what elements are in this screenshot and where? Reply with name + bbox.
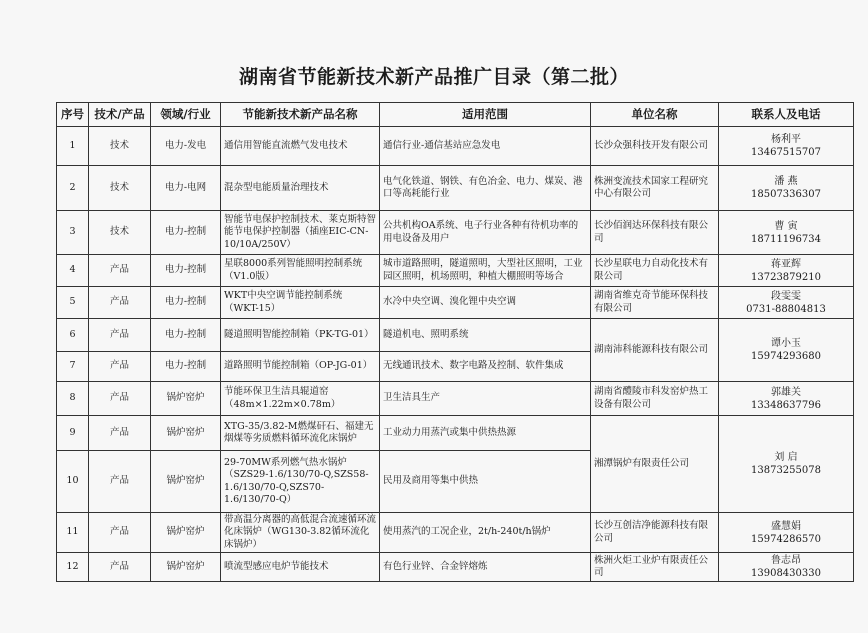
contact-name: 蒋亚辉 xyxy=(771,258,801,270)
contact-name: 盛慧娟 xyxy=(771,520,801,532)
contact-name: 杨利平 xyxy=(771,134,801,145)
table-row xyxy=(57,255,854,287)
cell-seq: 7 xyxy=(57,352,89,382)
cell-field: 电力-控制 xyxy=(151,287,221,319)
cell-scope: 工业动力用蒸汽或集中供热热源 xyxy=(380,416,591,451)
table-row xyxy=(57,211,854,255)
contact-name: 段雯雯 xyxy=(771,290,801,302)
cell-field: 电力-控制 xyxy=(151,352,221,382)
header-contact: 联系人及电话 xyxy=(719,103,854,127)
contact-name: 刘 启 xyxy=(774,452,798,463)
cell-name: 29-70MW系列燃气热水锅炉（SZS29-1.6/130/70-Q,SZS58-1.6/130/70-Q,SZS70-1.6/130/70-Q） xyxy=(221,451,380,513)
cell-contact xyxy=(719,416,854,513)
table-row xyxy=(57,127,854,166)
cell-name: 星联8000系列智能照明控制系统（V1.0版） xyxy=(221,255,380,287)
cell-type: 产品 xyxy=(89,319,151,352)
cell-company: 株洲变流技术国家工程研究中心有限公司 xyxy=(591,166,719,211)
contact-name: 郭雄关 xyxy=(771,386,801,398)
contact-phone: 18507336307 xyxy=(751,189,821,200)
cell-contact xyxy=(719,127,854,166)
cell-scope: 使用蒸汽的工况企业，2t/h-240t/h锅炉 xyxy=(380,513,591,553)
cell-company: 株洲火炬工业炉有限责任公司 xyxy=(591,553,719,582)
cell-contact xyxy=(719,319,854,382)
contact-name: 谭小玉 xyxy=(771,338,801,349)
cell-seq: 1 xyxy=(57,127,89,166)
table-row xyxy=(57,553,854,582)
cell-type: 产品 xyxy=(89,513,151,553)
cell-name: 混杂型电能质量治理技术 xyxy=(221,166,380,211)
cell-field: 电力-发电 xyxy=(151,127,221,166)
cell-seq: 10 xyxy=(57,451,89,513)
cell-seq: 5 xyxy=(57,287,89,319)
cell-scope: 无线通讯技术、数字电路及控制、软件集成 xyxy=(380,352,591,382)
cell-type: 产品 xyxy=(89,255,151,287)
cell-company: 湖南省醴陵市科发窑炉热工设备有限公司 xyxy=(591,382,719,416)
header-name: 节能新技术新产品名称 xyxy=(221,103,380,127)
cell-type: 产品 xyxy=(89,416,151,451)
catalog-table xyxy=(56,102,854,582)
cell-field: 锅炉窑炉 xyxy=(151,416,221,451)
cell-name: 通信用智能直流燃气发电技术 xyxy=(221,127,380,166)
header-company: 单位名称 xyxy=(591,103,719,127)
cell-contact xyxy=(719,287,854,319)
contact-phone: 13348637796 xyxy=(751,399,821,411)
cell-field: 锅炉窑炉 xyxy=(151,513,221,553)
header-field: 领域/行业 xyxy=(151,103,221,127)
cell-company: 湖南省维克奇节能环保科技有限公司 xyxy=(591,287,719,319)
cell-field: 锅炉窑炉 xyxy=(151,553,221,582)
cell-name: 隧道照明智能控制箱（PK-TG-01） xyxy=(221,319,380,352)
cell-scope: 民用及商用等集中供热 xyxy=(380,451,591,513)
cell-name: 道路照明节能控制箱（OP-JG-01） xyxy=(221,352,380,382)
cell-scope: 城市道路照明，隧道照明，大型社区照明，工业园区照明，机场照明，种植大棚照明等场合 xyxy=(380,255,591,287)
header-type: 技术/产品 xyxy=(89,103,151,127)
cell-scope: 卫生洁具生产 xyxy=(380,382,591,416)
cell-seq: 2 xyxy=(57,166,89,211)
cell-company: 长沙互创洁净能源科技有限公司 xyxy=(591,513,719,553)
cell-seq: 6 xyxy=(57,319,89,352)
cell-type: 技术 xyxy=(89,127,151,166)
cell-scope: 隧道机电、照明系统 xyxy=(380,319,591,352)
table-header-row xyxy=(57,103,854,127)
cell-contact xyxy=(719,255,854,287)
cell-company: 长沙佰润达环保科技有限公司 xyxy=(591,211,719,255)
cell-name: 节能环保卫生洁具辊道窑（48m×1.22m×0.78m） xyxy=(221,382,380,416)
cell-name: 喷流型感应电炉节能技术 xyxy=(221,553,380,582)
table-row xyxy=(57,382,854,416)
cell-seq: 11 xyxy=(57,513,89,553)
cell-type: 技术 xyxy=(89,166,151,211)
cell-company: 湖南沛科能源科技有限公司 xyxy=(591,319,719,382)
cell-company: 长沙星联电力自动化技术有限公司 xyxy=(591,255,719,287)
contact-phone: 0731-88804813 xyxy=(746,303,826,315)
table-row xyxy=(57,416,854,451)
cell-contact xyxy=(719,166,854,211)
cell-scope: 电气化铁道、钢铁、有色冶金、电力、煤炭、港口等高耗能行业 xyxy=(380,166,591,211)
contact-name: 鲁志昂 xyxy=(771,555,801,567)
cell-field: 锅炉窑炉 xyxy=(151,382,221,416)
cell-type: 产品 xyxy=(89,287,151,319)
contact-phone: 13908430330 xyxy=(751,568,821,580)
cell-seq: 3 xyxy=(57,211,89,255)
cell-seq: 9 xyxy=(57,416,89,451)
cell-name: 带高温分离器的高低混合流速循环流化床锅炉（WG130-3.82循环流化床锅炉） xyxy=(221,513,380,553)
cell-field: 电力-控制 xyxy=(151,255,221,287)
cell-type: 产品 xyxy=(89,382,151,416)
cell-name: WKT中央空调节能控制系统（WKT-15） xyxy=(221,287,380,319)
table-row xyxy=(57,513,854,553)
contact-phone: 15974286570 xyxy=(751,533,821,545)
cell-contact xyxy=(719,382,854,416)
cell-type: 产品 xyxy=(89,451,151,513)
cell-contact xyxy=(719,211,854,255)
header-seq: 序号 xyxy=(57,103,89,127)
contact-name: 曹 寅 xyxy=(774,220,798,232)
contact-phone: 15974293680 xyxy=(751,351,821,362)
contact-phone: 13467515707 xyxy=(751,147,821,158)
cell-scope: 公共机构OA系统、电子行业各种有待机功率的用电设备及用户 xyxy=(380,211,591,255)
header-scope: 适用范围 xyxy=(380,103,591,127)
cell-seq: 12 xyxy=(57,553,89,582)
contact-phone: 13723879210 xyxy=(751,271,821,283)
cell-seq: 4 xyxy=(57,255,89,287)
contact-phone: 13873255078 xyxy=(751,465,821,476)
cell-type: 产品 xyxy=(89,352,151,382)
contact-name: 潘 燕 xyxy=(774,176,798,187)
table-row xyxy=(57,287,854,319)
cell-field: 电力-电网 xyxy=(151,166,221,211)
cell-seq: 8 xyxy=(57,382,89,416)
cell-field: 电力-控制 xyxy=(151,319,221,352)
cell-contact xyxy=(719,553,854,582)
cell-company: 湘潭锅炉有限责任公司 xyxy=(591,416,719,513)
cell-type: 技术 xyxy=(89,211,151,255)
cell-contact xyxy=(719,513,854,553)
page-title: 湖南省节能新技术新产品推广目录（第二批） xyxy=(238,66,629,88)
cell-scope: 有色行业锌、合金锌熔炼 xyxy=(380,553,591,582)
cell-name: 智能节电保护控制技术、莱克斯特智能节电保护控制器（插座EIC-CN-10/10A/250V） xyxy=(221,211,380,255)
cell-scope: 水冷中央空调、溴化锂中央空调 xyxy=(380,287,591,319)
table-row xyxy=(57,166,854,211)
contact-phone: 18711196734 xyxy=(751,233,821,245)
cell-company: 长沙众强科技开发有限公司 xyxy=(591,127,719,166)
cell-field: 电力-控制 xyxy=(151,211,221,255)
cell-field: 锅炉窑炉 xyxy=(151,451,221,513)
cell-name: XTG-35/3.82-M燃煤矸石、福建无烟煤等劣质燃料循环流化床锅炉 xyxy=(221,416,380,451)
table-row xyxy=(57,319,854,352)
cell-scope: 通信行业-通信基站应急发电 xyxy=(380,127,591,166)
cell-type: 产品 xyxy=(89,553,151,582)
